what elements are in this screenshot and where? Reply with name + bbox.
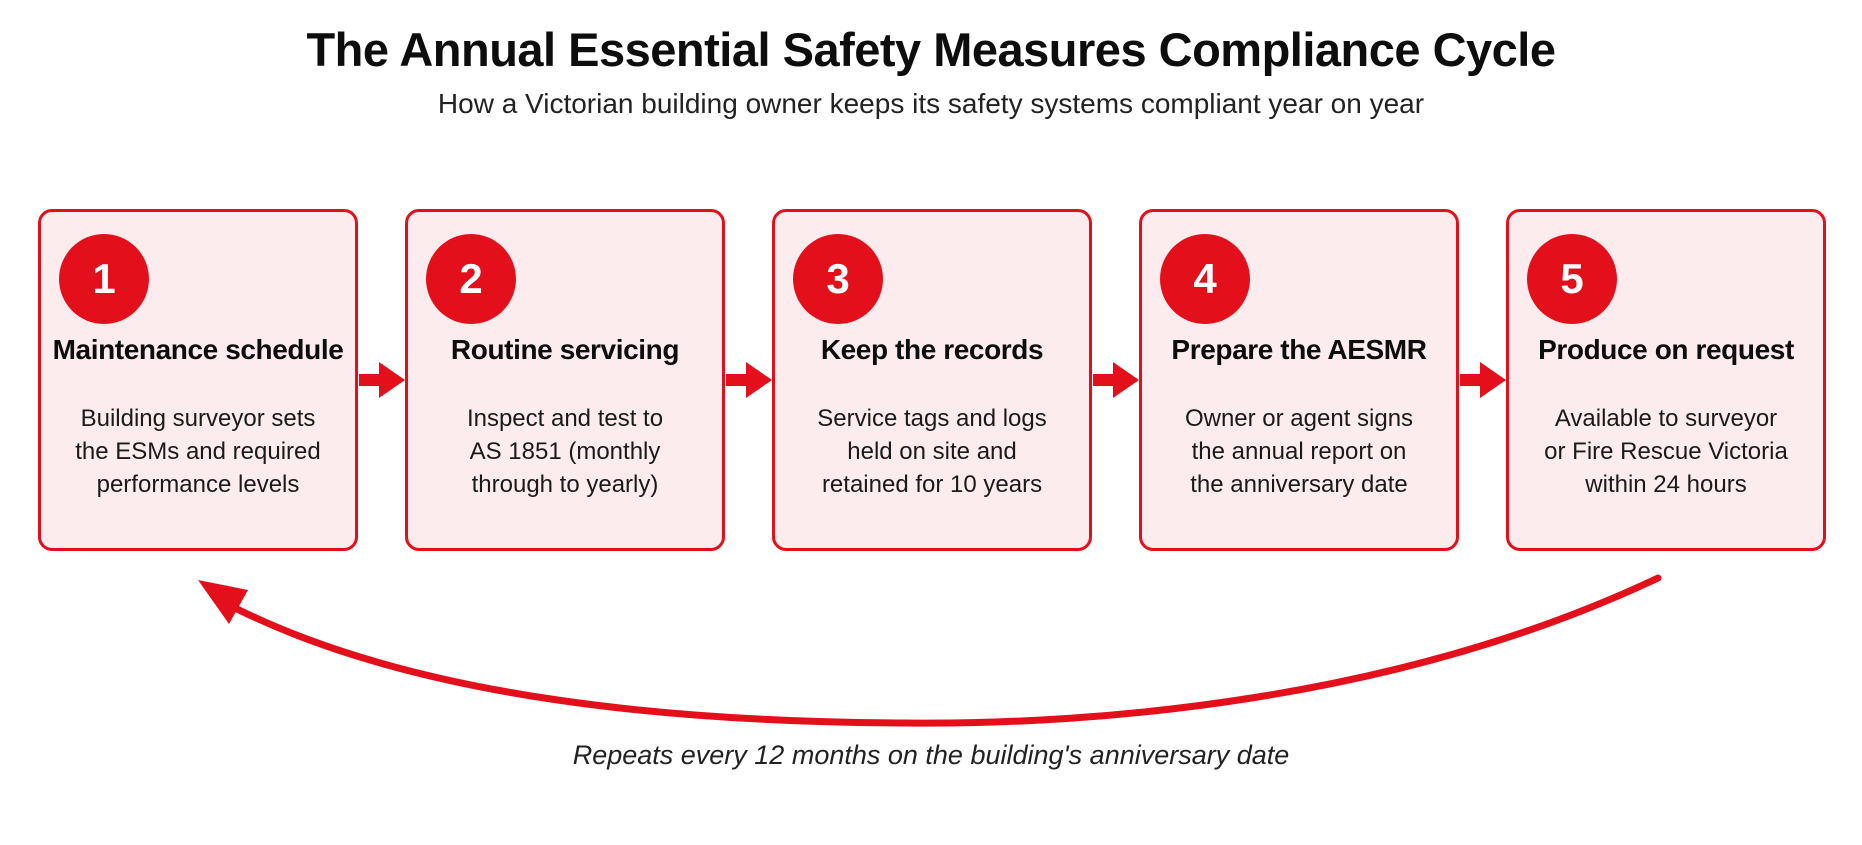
step-description-line: the anniversary date (1190, 471, 1408, 498)
loop-caption: Repeats every 12 months on the building's anniversary date (572, 740, 1290, 770)
step-description-line: retained for 10 years (821, 471, 1043, 498)
step-description-line: held on site and (847, 438, 1017, 465)
step-description-line: through to yearly) (471, 471, 659, 498)
step-description-line: Owner or agent signs (1184, 405, 1414, 432)
arrow-right-icon (359, 362, 405, 398)
step-card-4 (1139, 209, 1459, 551)
step-description (1523, 402, 1809, 501)
step-description-line: the ESMs and required (75, 438, 321, 465)
step-number-badge: 2 (426, 234, 516, 324)
step-description (55, 402, 341, 501)
step-number-badge: 5 (1527, 234, 1617, 324)
step-description-line: or Fire Rescue Victoria (1544, 438, 1788, 465)
step-card-1 (38, 209, 358, 551)
step-title: Prepare the AESMR (1171, 334, 1427, 365)
arrow-right-icon (1460, 362, 1506, 398)
arrow-right-icon (1093, 362, 1139, 398)
diagram-subtitle: How a Victorian building owner keeps its safety systems compliant year on year (437, 88, 1425, 119)
step-title: Keep the records (820, 334, 1044, 365)
step-description (422, 402, 708, 501)
step-description-line: the annual report on (1191, 438, 1407, 465)
step-description-line: Service tags and logs (817, 405, 1047, 432)
step-number-badge: 3 (793, 234, 883, 324)
step-description (1156, 402, 1442, 501)
step-number-badge: 1 (59, 234, 149, 324)
step-description-line: Available to surveyor (1554, 405, 1778, 432)
arrow-right-icon (726, 362, 772, 398)
step-title: Routine servicing (450, 334, 680, 365)
diagram-title: The Annual Essential Safety Measures Compliance Cycle (306, 23, 1556, 76)
step-card-3 (772, 209, 1092, 551)
step-description (789, 402, 1075, 501)
step-card-2 (405, 209, 725, 551)
step-title: Produce on request (1538, 334, 1794, 365)
step-description-line: performance levels (96, 471, 300, 498)
step-number-badge: 4 (1160, 234, 1250, 324)
step-description-line: Building surveyor sets (80, 405, 316, 432)
step-card-5 (1506, 209, 1826, 551)
step-description-line: within 24 hours (1585, 471, 1747, 498)
step-description-line: AS 1851 (monthly (469, 438, 661, 465)
step-title: Maintenance schedule (52, 334, 344, 365)
step-description-line: Inspect and test to (466, 405, 664, 432)
